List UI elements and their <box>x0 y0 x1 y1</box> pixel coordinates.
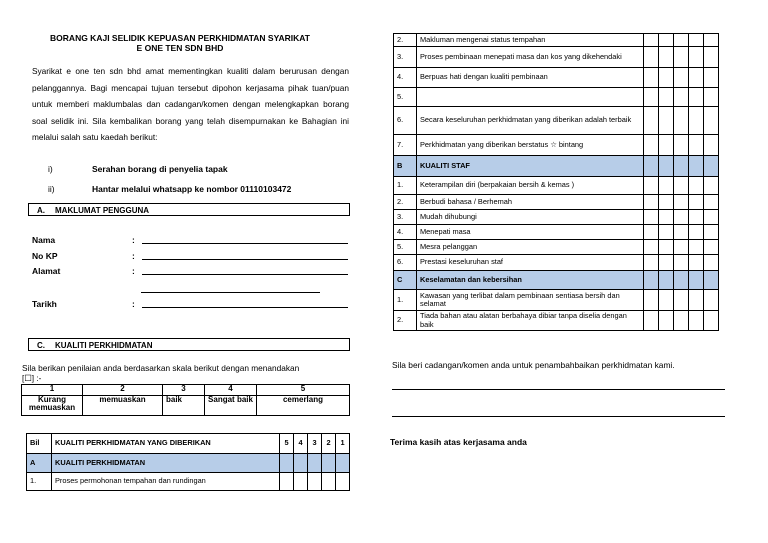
row-text: Makluman mengenai status tempahan <box>417 34 644 47</box>
score-checkbox[interactable] <box>674 311 689 331</box>
score-header: 1 <box>336 434 350 454</box>
method-item <box>48 184 348 196</box>
scale-instruction-line1: Sila berikan penilaian anda berdasarkan skala berikut dengan menandakan <box>22 363 300 373</box>
row-number: 4. <box>394 225 417 240</box>
score-checkbox[interactable] <box>704 290 719 311</box>
score-checkbox[interactable] <box>659 107 674 135</box>
score-checkbox[interactable] <box>659 195 674 210</box>
score-checkbox[interactable] <box>704 34 719 47</box>
rating-row <box>394 177 719 195</box>
score-checkbox[interactable] <box>689 107 704 135</box>
score-checkbox[interactable] <box>644 135 659 156</box>
score-checkbox[interactable] <box>704 177 719 195</box>
comment-line[interactable] <box>392 416 725 417</box>
score-checkbox[interactable] <box>659 135 674 156</box>
row-text: Perkhidmatan yang diberikan berstatus ☆ bintang <box>417 135 644 156</box>
score-checkbox[interactable] <box>704 255 719 271</box>
score-cell <box>280 454 294 473</box>
tarikh-field[interactable] <box>32 299 348 311</box>
score-checkbox[interactable] <box>689 210 704 225</box>
score-cell <box>659 156 674 177</box>
scale-instruction-line2: [☐] :- <box>22 373 42 383</box>
row-number: 1. <box>394 290 417 311</box>
rating-row <box>394 255 719 271</box>
score-checkbox[interactable] <box>689 47 704 68</box>
score-checkbox[interactable] <box>659 225 674 240</box>
form-title-line1: BORANG KAJI SELIDIK KEPUASAN PERKHIDMATAN SYARIKAT <box>50 33 310 43</box>
score-checkbox[interactable] <box>704 195 719 210</box>
bil-header: Bil <box>27 434 52 454</box>
nama-field[interactable] <box>32 235 348 247</box>
score-checkbox[interactable] <box>704 88 719 107</box>
score-checkbox[interactable] <box>308 473 322 491</box>
score-checkbox[interactable] <box>336 473 350 491</box>
row-text: Mesra pelanggan <box>417 240 644 255</box>
scale-label: Kurang memuaskan <box>22 396 83 416</box>
score-checkbox[interactable] <box>674 290 689 311</box>
scale-num: 1 <box>22 385 83 396</box>
colon: : <box>132 251 135 261</box>
score-checkbox[interactable] <box>689 177 704 195</box>
row-number: 7. <box>394 135 417 156</box>
rating-row <box>394 34 719 47</box>
score-checkbox[interactable] <box>704 107 719 135</box>
scale-num: 5 <box>257 385 350 396</box>
row-text: Keterampilan diri (berpakaian bersih & kemas ) <box>417 177 644 195</box>
score-checkbox[interactable] <box>689 290 704 311</box>
rating-row <box>394 225 719 240</box>
score-checkbox[interactable] <box>659 88 674 107</box>
section-row <box>394 271 719 290</box>
score-cell <box>704 271 719 290</box>
score-checkbox[interactable] <box>659 240 674 255</box>
score-checkbox[interactable] <box>704 311 719 331</box>
section-a-header <box>28 203 350 216</box>
score-checkbox[interactable] <box>659 255 674 271</box>
score-checkbox[interactable] <box>689 311 704 331</box>
row-number: 5. <box>394 240 417 255</box>
score-checkbox[interactable] <box>644 68 659 88</box>
section-code: C <box>394 271 417 290</box>
score-checkbox[interactable] <box>704 225 719 240</box>
score-checkbox[interactable] <box>644 107 659 135</box>
nama-label: Nama <box>32 235 56 245</box>
rating-header-row <box>27 434 350 454</box>
rating-title-header: KUALITI PERKHIDMATAN YANG DIBERIKAN <box>52 434 280 454</box>
row-text: Berbudi bahasa / Berhemah <box>417 195 644 210</box>
score-checkbox[interactable] <box>674 210 689 225</box>
row-number: 3. <box>394 47 417 68</box>
score-cell <box>674 156 689 177</box>
method-text: Serahan borang di penyelia tapak <box>92 164 228 174</box>
rating-row <box>394 47 719 68</box>
nokp-line[interactable] <box>142 259 348 260</box>
score-checkbox[interactable] <box>704 240 719 255</box>
nama-line[interactable] <box>142 243 348 244</box>
score-cell <box>308 454 322 473</box>
score-cell <box>689 271 704 290</box>
score-checkbox[interactable] <box>659 34 674 47</box>
section-label: KUALITI PERKHIDMATAN <box>52 454 280 473</box>
rating-row <box>27 473 350 491</box>
row-text: Kawasan yang terlibat dalam pembinaan sentiasa bersih dan selamat <box>417 290 644 311</box>
row-text: Mudah dihubungi <box>417 210 644 225</box>
rating-row <box>394 195 719 210</box>
score-checkbox[interactable] <box>704 68 719 88</box>
score-checkbox[interactable] <box>644 88 659 107</box>
section-label: KUALITI STAF <box>417 156 644 177</box>
form-title-line2: E ONE TEN SDN BHD <box>136 43 224 53</box>
score-checkbox[interactable] <box>644 195 659 210</box>
colon: : <box>132 299 135 309</box>
rating-row <box>394 88 719 107</box>
scale-label: Sangat baik <box>205 396 257 416</box>
scale-instruction <box>22 363 299 383</box>
nokp-field[interactable] <box>32 251 348 263</box>
scale-num: 3 <box>163 385 205 396</box>
score-checkbox[interactable] <box>280 473 294 491</box>
score-checkbox[interactable] <box>644 225 659 240</box>
score-checkbox[interactable] <box>674 34 689 47</box>
score-checkbox[interactable] <box>659 210 674 225</box>
row-number: 2. <box>394 311 417 331</box>
method-item <box>48 164 348 176</box>
score-header: 3 <box>308 434 322 454</box>
rating-row <box>394 68 719 88</box>
alamat-line[interactable] <box>142 274 348 275</box>
score-checkbox[interactable] <box>689 225 704 240</box>
rating-table-left <box>26 433 350 491</box>
row-text: Berpuas hati dengan kualiti pembinaan <box>417 68 644 88</box>
section-code: A <box>27 454 52 473</box>
score-cell <box>644 271 659 290</box>
colon: : <box>132 235 135 245</box>
score-cell <box>294 454 308 473</box>
score-checkbox[interactable] <box>674 135 689 156</box>
scale-num: 4 <box>205 385 257 396</box>
row-number: 2. <box>394 34 417 47</box>
score-checkbox[interactable] <box>659 290 674 311</box>
thanks-text: Terima kasih atas kerjasama anda <box>390 437 527 447</box>
comment-prompt: Sila beri cadangan/komen anda untuk penambahbaikan perkhidmatan kami. <box>392 360 675 370</box>
score-checkbox[interactable] <box>659 177 674 195</box>
row-number: 6. <box>394 255 417 271</box>
scale-num: 2 <box>83 385 163 396</box>
score-checkbox[interactable] <box>674 68 689 88</box>
score-header: 2 <box>322 434 336 454</box>
method-number: i) <box>48 164 53 174</box>
scale-label: cemerlang <box>257 396 350 416</box>
score-checkbox[interactable] <box>674 195 689 210</box>
score-checkbox[interactable] <box>689 34 704 47</box>
score-header: 5 <box>280 434 294 454</box>
score-cell <box>644 156 659 177</box>
method-number: ii) <box>48 184 55 194</box>
score-checkbox[interactable] <box>689 195 704 210</box>
score-checkbox[interactable] <box>644 290 659 311</box>
alamat-extra-line[interactable] <box>141 292 320 293</box>
score-checkbox[interactable] <box>322 473 336 491</box>
nokp-label: No KP <box>32 251 58 261</box>
score-checkbox[interactable] <box>674 255 689 271</box>
score-checkbox[interactable] <box>294 473 308 491</box>
comment-line[interactable] <box>392 389 725 390</box>
tarikh-line[interactable] <box>142 307 348 308</box>
alamat-label: Alamat <box>32 266 61 276</box>
row-number: 1. <box>394 177 417 195</box>
rating-row <box>394 240 719 255</box>
score-checkbox[interactable] <box>644 34 659 47</box>
form-title <box>20 33 340 53</box>
rating-row <box>394 135 719 156</box>
rating-row <box>394 210 719 225</box>
section-label: Keselamatan dan kebersihan <box>417 271 644 290</box>
score-checkbox[interactable] <box>674 47 689 68</box>
rating-row <box>394 311 719 331</box>
section-code: C. <box>37 341 45 350</box>
row-text: Proses pembinaan menepati masa dan kos yang dikehendaki <box>417 47 644 68</box>
score-checkbox[interactable] <box>689 240 704 255</box>
section-c-header <box>28 338 350 351</box>
section-row <box>394 156 719 177</box>
row-number: 2. <box>394 195 417 210</box>
tarikh-label: Tarikh <box>32 299 57 309</box>
intro-paragraph: Syarikat e one ten sdn bhd amat mementingkan kualiti dalam berurusan dengan pelanggannya. Bagi mencapai tujuan tersebut dipohon kerjasama pihak tuan/puan untuk memberi maklumbalas dan cadangan/komen dengan melengkapkan borang soal selidik ini. Sila kembalikan borang yang telah disempurnakan ke Bahagian ini melalui salah satu kaedah berikut: <box>32 66 349 142</box>
section-row <box>27 454 350 473</box>
row-number: 1. <box>27 473 52 491</box>
rating-table-right <box>393 33 719 331</box>
score-checkbox[interactable] <box>704 47 719 68</box>
score-checkbox[interactable] <box>674 240 689 255</box>
section-label: KUALITI PERKHIDMATAN <box>55 341 153 350</box>
score-checkbox[interactable] <box>644 311 659 331</box>
score-checkbox[interactable] <box>704 135 719 156</box>
score-checkbox[interactable] <box>644 255 659 271</box>
scale-label: baik <box>163 396 205 416</box>
method-text: Hantar melalui whatsapp ke nombor 01110103472 <box>92 184 292 194</box>
score-checkbox[interactable] <box>689 135 704 156</box>
score-checkbox[interactable] <box>674 225 689 240</box>
score-checkbox[interactable] <box>659 47 674 68</box>
row-text: Secara keseluruhan perkhidmatan yang diberikan adalah terbaik <box>417 107 644 135</box>
score-cell <box>336 454 350 473</box>
score-checkbox[interactable] <box>674 177 689 195</box>
score-checkbox[interactable] <box>659 68 674 88</box>
row-text <box>417 88 644 107</box>
rating-row <box>394 107 719 135</box>
score-checkbox[interactable] <box>674 88 689 107</box>
alamat-field[interactable] <box>32 266 348 278</box>
section-code: A. <box>37 206 45 215</box>
score-checkbox[interactable] <box>644 47 659 68</box>
row-number: 3. <box>394 210 417 225</box>
row-number: 4. <box>394 68 417 88</box>
colon: : <box>132 266 135 276</box>
score-checkbox[interactable] <box>644 240 659 255</box>
rating-row <box>394 290 719 311</box>
scale-label: memuaskan <box>83 396 163 416</box>
score-checkbox[interactable] <box>644 210 659 225</box>
score-header: 4 <box>294 434 308 454</box>
score-cell <box>322 454 336 473</box>
score-checkbox[interactable] <box>644 177 659 195</box>
score-cell <box>704 156 719 177</box>
row-text: Menepati masa <box>417 225 644 240</box>
score-cell <box>674 271 689 290</box>
score-checkbox[interactable] <box>704 210 719 225</box>
score-checkbox[interactable] <box>659 311 674 331</box>
row-text: Prestasi keseluruhan staf <box>417 255 644 271</box>
row-number: 6. <box>394 107 417 135</box>
row-text: Proses permohonan tempahan dan rundingan <box>52 473 280 491</box>
score-checkbox[interactable] <box>689 255 704 271</box>
score-checkbox[interactable] <box>674 107 689 135</box>
row-number: 5. <box>394 88 417 107</box>
score-cell <box>689 156 704 177</box>
score-cell <box>659 271 674 290</box>
score-checkbox[interactable] <box>689 88 704 107</box>
section-code: B <box>394 156 417 177</box>
row-text: Tiada bahan atau alatan berbahaya dibiar tanpa diselia dengan baik <box>417 311 644 331</box>
score-checkbox[interactable] <box>689 68 704 88</box>
rating-scale-table <box>21 384 350 416</box>
section-label: MAKLUMAT PENGGUNA <box>55 206 150 215</box>
